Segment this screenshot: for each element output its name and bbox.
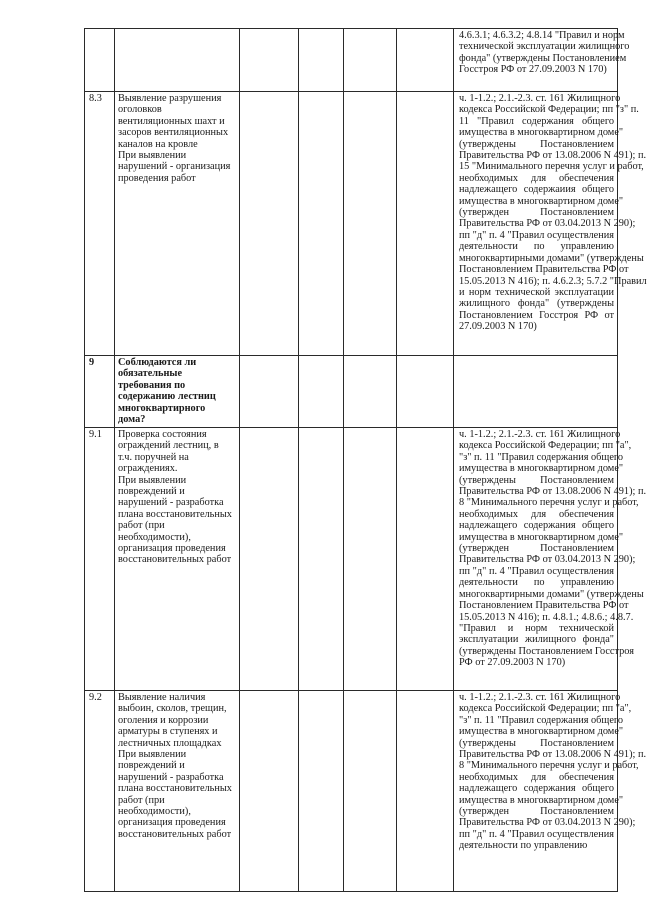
legal-basis-line: Постановлением Госстроя РФ от (459, 309, 614, 321)
requirement-line: восстановительных работ (118, 554, 232, 566)
check-column-cell (397, 29, 454, 92)
requirement-line: работ (при (118, 794, 165, 806)
legal-basis-line: надлежащего содержания общего (459, 520, 614, 532)
legal-basis-line: технической эксплуатации жилищного (459, 41, 630, 53)
requirement-line: нарушений - организация (118, 161, 231, 173)
legal-basis-line: жилищного фонда" (утверждены (459, 298, 614, 310)
legal-basis-line: пп "д" п. 4 "Правил осуществления (459, 229, 614, 241)
requirements-table (84, 28, 647, 892)
legal-basis-cell (454, 92, 647, 356)
legal-basis-line: (утверждены Постановлением (459, 737, 614, 749)
requirement-line: содержанию лестниц (118, 391, 216, 403)
legal-basis-line: Правительства РФ от 13.08.2006 N 491); п. (459, 150, 647, 162)
legal-basis-line: "Правил и норм технической (459, 622, 614, 634)
requirement-line: При выявлении (118, 150, 187, 162)
legal-basis-cell (454, 428, 647, 691)
requirement-line: многоквартирного (118, 402, 206, 414)
legal-basis-line: 11 "Правил содержания общего (459, 115, 614, 127)
requirement-line: Выявление наличия (118, 692, 206, 703)
check-column-cell (397, 92, 454, 356)
requirement-cell (115, 428, 240, 691)
legal-basis-line: имущества в многоквартирном доме" (459, 531, 624, 543)
check-column-cell (299, 356, 344, 428)
requirement-line: оголения и коррозии (118, 714, 209, 726)
item-number: 8.3 (85, 92, 115, 356)
legal-basis-line: РФ от 27.09.2003 N 170) (459, 657, 566, 669)
legal-basis-line: фонда" (утверждены Постановлением (459, 52, 627, 64)
legal-basis-line: Госстроя РФ от 27.09.2003 N 170) (459, 64, 607, 76)
legal-basis-line: эксплуатации жилищного фонда" (459, 634, 614, 646)
legal-basis-line: (утвержден Постановлением (459, 543, 614, 555)
legal-basis-line: Правительства РФ от 03.04.2013 N 290); (459, 218, 636, 230)
requirement-line: плана восстановительных (118, 783, 232, 795)
legal-basis-line: Постановлением Правительства РФ от (459, 264, 629, 276)
check-column-cell (240, 29, 299, 92)
item-number: 9 (85, 356, 115, 428)
check-column-cell (299, 691, 344, 892)
requirement-line: вентиляционных шахт и (118, 115, 225, 127)
requirement-line: повреждений и (118, 486, 185, 498)
legal-basis-cell (454, 691, 647, 892)
requirement-line: лестничных площадках (118, 737, 222, 749)
legal-basis-line: (утверждены Постановлением (459, 138, 614, 150)
requirement-line: организация проведения (118, 817, 226, 829)
requirement-line: выбоин, сколов, трещин, (118, 703, 227, 715)
requirement-line: дома? (118, 414, 146, 426)
check-column-cell (344, 428, 397, 691)
requirement-cell (115, 691, 240, 892)
requirement-line: ограждениях. (118, 463, 178, 475)
requirement-line: т.ч. поручней на (118, 451, 189, 463)
table-row (85, 691, 618, 892)
legal-basis-line: имущества в многоквартирном доме" (459, 794, 624, 806)
requirement-line: необходимости), (118, 531, 191, 543)
table-row (85, 29, 618, 92)
table-row (85, 428, 618, 691)
legal-basis-line: "з" п. 11 "Правил содержания общего (459, 451, 624, 463)
legal-basis-line: Правительства РФ от 03.04.2013 N 290); (459, 554, 636, 566)
legal-basis-line: 15.05.2013 N 416); п. 4.6.2.3; 5.7.2 "Правил (459, 275, 647, 287)
legal-basis-line: 4.6.3.1; 4.6.3.2; 4.8.14 "Правил и норм (459, 30, 625, 41)
legal-basis-line: имущества в многоквартирном доме" (459, 195, 624, 207)
legal-basis-line: ч. 1-1.2.; 2.1.-2.3. ст. 161 Жилищного (459, 93, 621, 104)
check-column-cell (240, 691, 299, 892)
requirement-line: засоров вентиляционных (118, 127, 229, 139)
legal-basis-line: "з" п. 11 "Правил содержания общего (459, 714, 624, 726)
legal-basis-line: пп "д" п. 4 "Правил осуществления (459, 828, 614, 840)
requirement-cell (115, 356, 240, 428)
requirement-line: проведения работ (118, 172, 196, 184)
legal-basis-line: 27.09.2003 N 170) (459, 321, 537, 333)
check-column-cell (344, 29, 397, 92)
requirement-line: оголовков (118, 104, 162, 116)
requirement-line: повреждений и (118, 760, 185, 772)
requirement-line: организация проведения (118, 543, 226, 555)
legal-basis-line: 8 "Минимального перечня услуг и работ, (459, 760, 639, 772)
check-column-cell (240, 356, 299, 428)
legal-basis-cell (454, 29, 630, 92)
legal-basis-line: многоквартирными домами" (утверждены (459, 252, 644, 264)
legal-basis-line: деятельности по управлению (459, 241, 614, 253)
legal-basis-line: надлежащего содержания общего (459, 783, 614, 795)
requirement-line: восстановительных работ (118, 828, 232, 840)
legal-basis-line: Правительства РФ от 13.08.2006 N 491); п. (459, 749, 647, 761)
check-column-cell (299, 92, 344, 356)
requirement-line: Выявление разрушения (118, 93, 222, 104)
requirement-line: При выявлении (118, 749, 187, 761)
legal-basis-line: надлежащего содержаиия общего (459, 184, 614, 196)
requirement-cell (115, 92, 240, 356)
requirement-line: требования по (118, 379, 186, 391)
legal-basis-line: кодекса Российской Федерации; пп "а", (459, 440, 632, 452)
item-number: 9.1 (85, 428, 115, 691)
legal-basis-line: необходимых для обеспечения (459, 508, 614, 520)
legal-basis-line: необходимых для обеспечения (459, 172, 614, 184)
legal-basis-line: 15.05.2013 N 416); п. 4.8.1.; 4.8.6.; 4.8.7. (459, 611, 634, 623)
requirement-line: ограждений лестниц, в (118, 440, 219, 452)
table-body (85, 29, 647, 892)
requirement-line: каналов на кровле (118, 138, 198, 150)
legal-basis-line: ч. 1-1.2.; 2.1.-2.3. ст. 161 Жилищного (459, 429, 621, 440)
check-column-cell (344, 356, 397, 428)
check-column-cell (240, 92, 299, 356)
requirement-line: необходимости), (118, 806, 191, 818)
table-row (85, 92, 618, 356)
requirement-line: плана восстановительных (118, 508, 232, 520)
legal-basis-line: многоквартирными домами" (утверждены (459, 588, 644, 600)
legal-basis-line: пп "д" п. 4 "Правил осуществления (459, 565, 614, 577)
legal-basis-line: 15 "Минимального перечня услуг и работ, (459, 161, 644, 173)
requirement-line: арматуры в ступенях и (118, 726, 218, 738)
requirement-line: работ (при (118, 520, 165, 532)
check-column-cell (344, 691, 397, 892)
legal-basis-cell (454, 356, 618, 428)
check-column-cell (344, 92, 397, 356)
legal-basis-line: Правительства РФ от 13.08.2006 N 491); п. (459, 486, 647, 498)
requirement-line: нарушений - разработка (118, 497, 224, 509)
requirement-line: нарушений - разработка (118, 771, 224, 783)
legal-basis-line: (утвержден Постановлением (459, 806, 614, 818)
requirement-line: обязательные (118, 368, 183, 380)
requirement-line: Проверка состояния (118, 429, 207, 440)
legal-basis-line: (утвержден Постановлением (459, 207, 614, 219)
legal-basis-line: 8 "Минимального перечня услуг и работ, (459, 497, 639, 509)
legal-basis-line: необходимых для обеспечения (459, 771, 614, 783)
requirement-line: При выявлении (118, 474, 187, 486)
legal-basis-line: деятельности по управлению (459, 577, 614, 589)
legal-basis-line: Постановлением Правительства РФ от (459, 600, 629, 612)
legal-basis-line: Правительства РФ от 03.04.2013 N 290); (459, 817, 636, 829)
check-column-cell (299, 428, 344, 691)
legal-basis-line: (утверждены Постановлением (459, 474, 614, 486)
check-column-cell (397, 428, 454, 691)
legal-basis-line: ч. 1-1.2.; 2.1.-2.3. ст. 161 Жилищного (459, 692, 621, 703)
legal-basis-line: деятельности по управлению (459, 840, 588, 852)
requirement-line: Соблюдаются ли (118, 357, 197, 368)
requirement-cell (115, 29, 240, 92)
legal-basis-line: имущества в многоквартирном доме" (459, 127, 624, 139)
legal-basis-line: и норм технической эксплуатации (459, 286, 614, 298)
legal-basis-line: кодекса Российской Федерации; пп "а", (459, 703, 632, 715)
table-row (85, 356, 618, 428)
item-number (85, 29, 115, 92)
check-column-cell (397, 691, 454, 892)
legal-basis-line: имущества в многоквартирном доме" (459, 463, 624, 475)
check-column-cell (240, 428, 299, 691)
legal-basis-line: (утверждены Постановлением Госстроя (459, 645, 634, 657)
check-column-cell (397, 356, 454, 428)
legal-basis-line: имущества в многоквартирном доме" (459, 726, 624, 738)
legal-basis-line: кодекса Российской Федерации; пп "з" п. (459, 104, 639, 116)
check-column-cell (299, 29, 344, 92)
item-number: 9.2 (85, 691, 115, 892)
